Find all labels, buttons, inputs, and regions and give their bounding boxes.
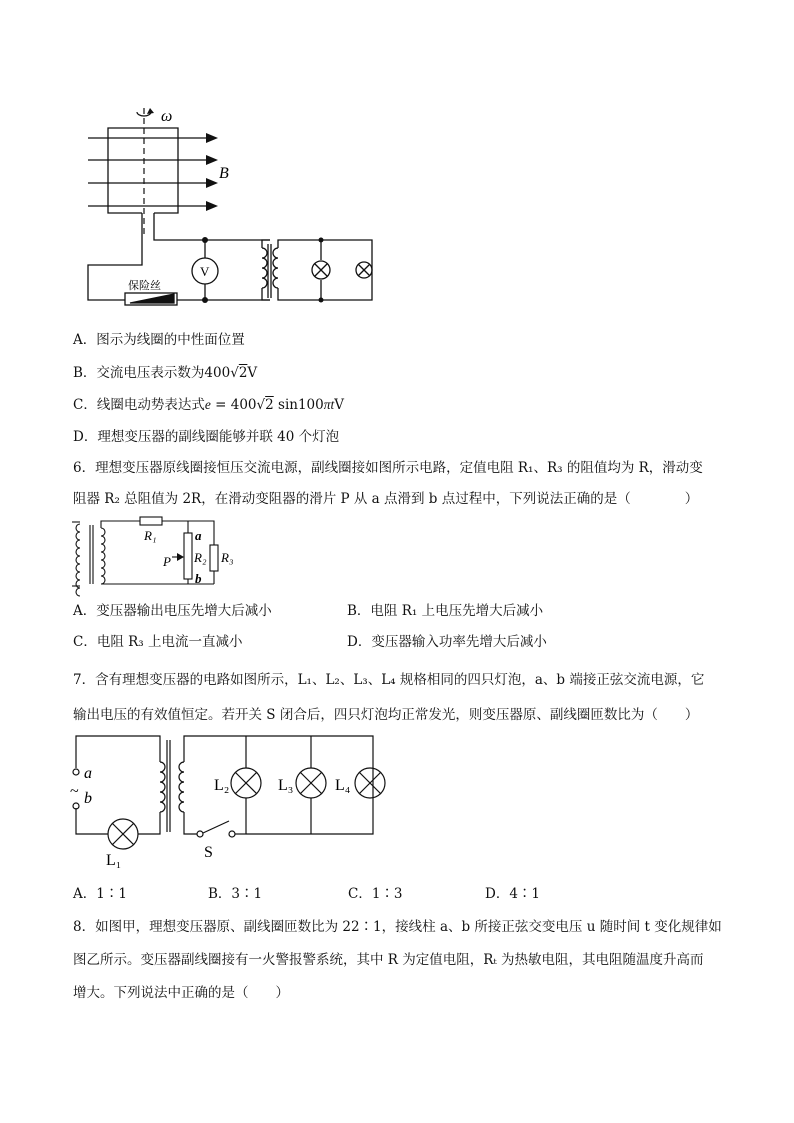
q5-option-b-unit: V: [247, 365, 258, 381]
b-field-label: B: [219, 165, 229, 182]
q6-option-b: B．电阻 R₁ 上电压先增大后减小: [347, 603, 544, 619]
l1-label: L₁: [106, 852, 122, 869]
voltmeter-label: V: [200, 264, 210, 279]
ac-source-icon: ~: [70, 783, 79, 800]
q7-option-a: A．1∶1: [73, 886, 127, 902]
q6-circuit-figure: [0, 510, 794, 590]
terminal-a-label: a: [84, 765, 92, 782]
q5-option-c-text: C．线圈电动势表达式: [73, 397, 205, 413]
q5-option-c-e: e: [204, 397, 211, 412]
q5-option-c-eq: = 400: [210, 397, 257, 413]
q6-stem-line2: 阻器 R₂ 总阻值为 2R，在滑动变阻器的滑片 P 从 a 点滑到 b 点过程中，下列说法正确的是（ ）: [73, 491, 699, 507]
r2-label: R₂: [194, 550, 207, 565]
fuse-label: 保险丝: [128, 280, 161, 292]
q5-option-c-radicand: 2: [265, 397, 274, 413]
r3-label: R₃: [221, 550, 234, 565]
q5-option-a: A．图示为线圈的中性面位置: [73, 332, 245, 348]
q5-option-c-sin: sin100: [273, 397, 324, 413]
q8-stem-line1: 8．如图甲，理想变压器原、副线圈匝数比为 22∶1，接线柱 a、b 所接正弦交变电压 u 随时间 t 变化规律如: [73, 919, 722, 935]
q5-option-b: [73, 363, 257, 383]
l4-label: L₄: [335, 777, 351, 794]
l2-label: L₂: [214, 777, 230, 794]
q6-stem-line1: 6．理想变压器原线圈接恒压交流电源，副线圈接如图所示电路，定值电阻 R₁、R₃ 的阻值均为 R，滑动变: [73, 460, 703, 476]
q8-stem-line2: 图乙所示。变压器副线圈接有一火警报警系统，其中 R 为定值电阻，Rₜ 为热敏电阻，其电阻随温度升高而: [73, 952, 704, 968]
a-label: a: [195, 528, 202, 543]
q7-stem-line2: 输出电压的有效值恒定。若开关 S 闭合后，四只灯泡均正常发光，则变压器原、副线圈匝数比为（ ）: [73, 707, 699, 723]
switch-s-label: S: [204, 844, 213, 861]
q5-option-b-radicand: 2: [238, 365, 248, 381]
sqrt-icon: √: [230, 365, 239, 381]
generator-circuit-figure: [0, 0, 794, 320]
q7-option-d: D．4∶1: [485, 886, 541, 902]
q8-stem-line3: 增大。下列说法中正确的是（ ）: [73, 985, 289, 1001]
terminal-b-label: b: [84, 790, 92, 807]
omega-label: ω: [161, 108, 173, 125]
q5-option-b-text: B．交流电压表示数为400: [73, 365, 231, 381]
q6-option-d: D．变压器输入功率先增大后减小: [347, 634, 547, 650]
r1-label: R₁: [144, 528, 157, 543]
q5-option-c-t: t: [330, 397, 335, 412]
sqrt-icon: √: [256, 397, 266, 413]
q5-option-c-pi: π: [323, 397, 331, 412]
q6-option-a: A．变压器输出电压先增大后减小: [73, 603, 272, 619]
q7-option-b: B．3∶1: [208, 886, 263, 902]
b-label: b: [195, 571, 202, 586]
q5-option-c-unit: V: [334, 397, 344, 413]
p-label: P: [163, 554, 171, 569]
q7-option-c: C．1∶3: [348, 886, 403, 902]
q7-stem-line1: 7．含有理想变压器的电路如图所示，L₁、L₂、L₃、L₄ 规格相同的四只灯泡，a、b 端接正弦交流电源，它: [73, 672, 705, 688]
q5-option-d: D．理想变压器的副线圈能够并联 40 个灯泡: [73, 429, 340, 445]
q7-circuit-figure: [0, 730, 794, 869]
q6-option-c: C．电阻 R₃ 上电流一直减小: [73, 634, 243, 650]
l3-label: L₃: [278, 777, 294, 794]
q5-option-c: [73, 395, 344, 415]
